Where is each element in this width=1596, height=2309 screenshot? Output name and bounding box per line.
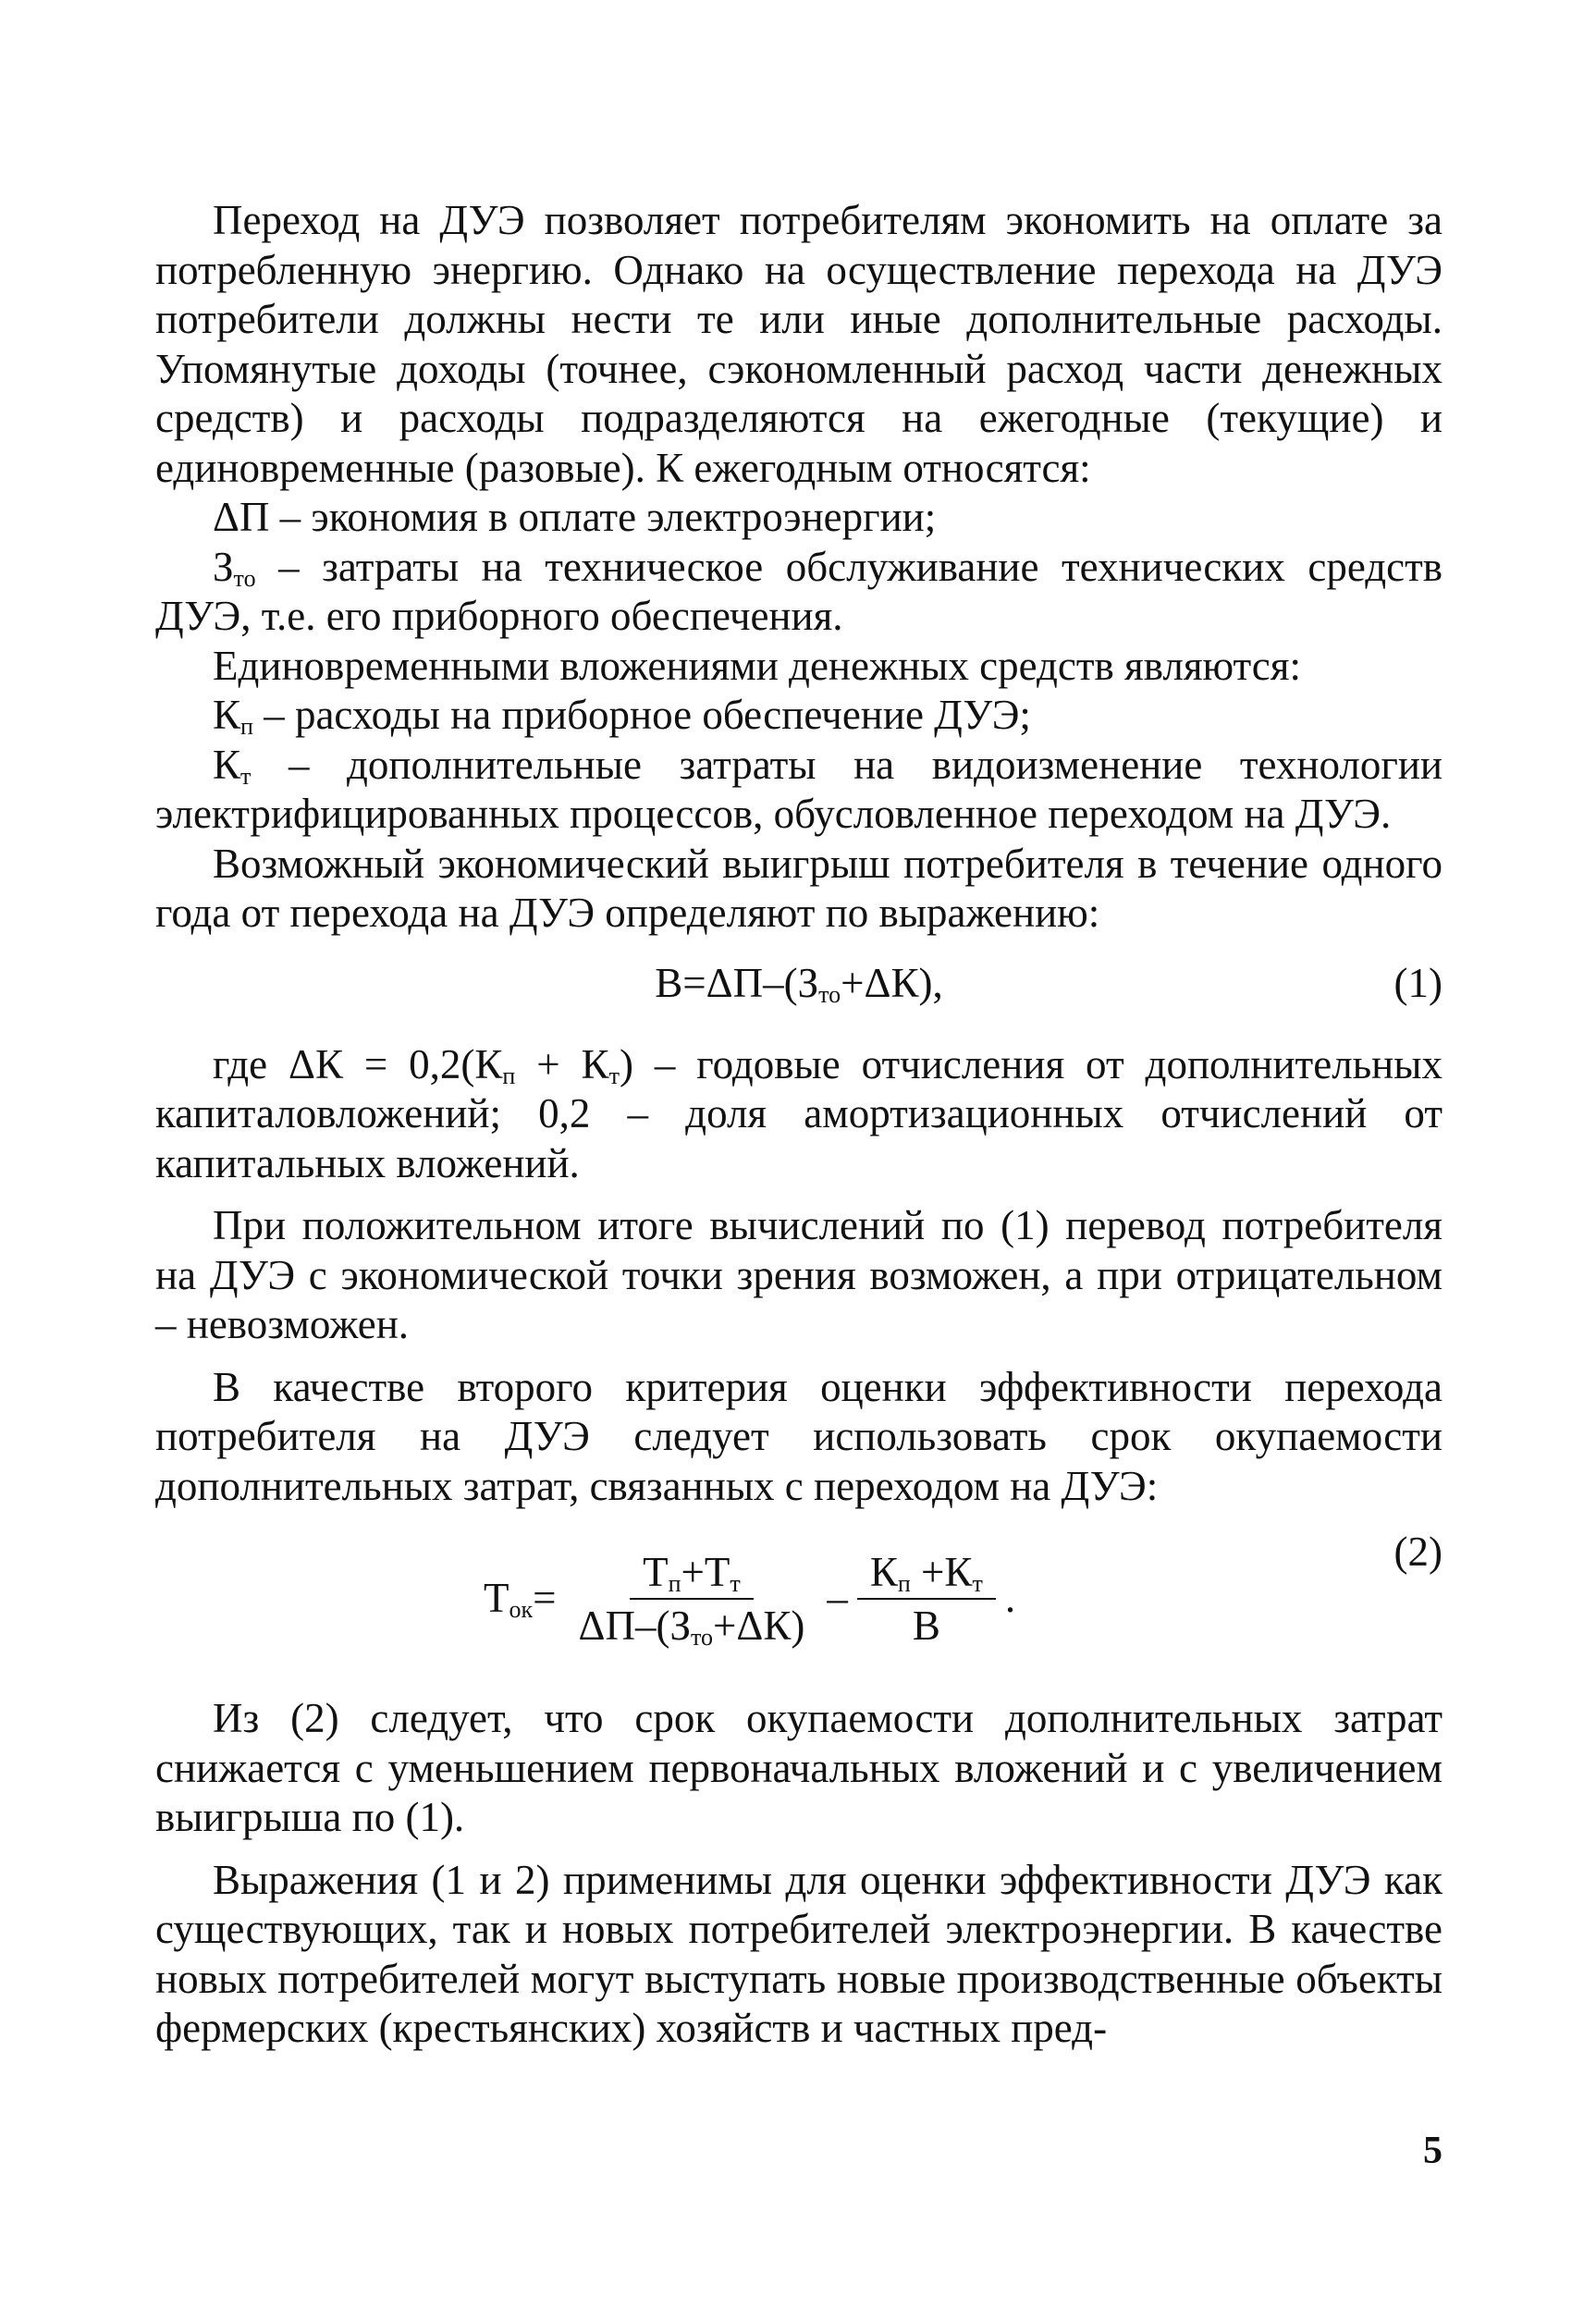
paragraph-payback-conclusion: Из (2) следует, что срок окупаемости дополнительных затрат снижается с уменьшением первоначальных вложений и с увеличением выигрыша по (1). (155, 1695, 1443, 1840)
fraction-2-numerator: $К_п +К_т$ (857, 1546, 996, 1600)
equation-2-formula (484, 1546, 1015, 1652)
paragraph-gain: Возможный экономический выигрыш потребителя в течение одного года от перехода на ДУЭ определяют по выражению: (155, 840, 1443, 936)
equation-1 (155, 952, 1443, 1040)
equation-2-fraction-2 (857, 1546, 996, 1652)
equation-2-fraction-1 (566, 1546, 818, 1652)
definition-k-t: $К_т$ – дополнительные затраты на видоизменение технологии электрифицированных процессов, обусловленное переходом на ДУЭ. (155, 741, 1443, 837)
paragraph-where-delta-k: где $\Delta К = 0,2(К_п + К_т)$ – годовые отчисления от дополнительных капиталовложений; 0,2 – доля амортизационных отчислений от капитальных вложений. (155, 1040, 1443, 1186)
equation-2-minus: – (827, 1575, 848, 1622)
equation-1-body: $В=\Delta П-(З_{то}+\Delta К)$, (655, 959, 943, 1008)
equation-2-number: (2) (1393, 1529, 1443, 1575)
fraction-1-numerator: $Т_п+Т_т$ (630, 1546, 754, 1600)
paragraph-second-criterion: В качестве второго критерия оценки эффективности перехода потребителя на ДУЭ следует использовать срок окупаемости дополнительных затрат, связанных с переходом на ДУЭ: (155, 1363, 1443, 1509)
page-text (155, 196, 1443, 2054)
fraction-2-denominator: В (912, 1603, 940, 1649)
equation-2-period: . (1004, 1575, 1016, 1622)
fraction-1-denominator: $\Delta П-(З_{то}+\Delta К)$ (578, 1603, 805, 1651)
equation-2 (155, 1528, 1443, 1694)
paragraph-applicability: Выражения (1 и 2) применимы для оценки эффективности ДУЭ как существующих, так и новых потребителей электроэнергии. В качестве новых потребителей могут выступать новые производственные объекты фермерских (крестьянских) хозяйств и частных пред- (155, 1856, 1443, 2051)
definition-delta-p: ΔП – экономия в оплате электроэнергии; (213, 494, 937, 540)
paragraph-one-time-intro: Единовременными вложениями денежных средств являются: (213, 642, 1301, 689)
paragraph-intro: Переход на ДУЭ позволяет потребителям экономить на оплате за потребленную энергию. Однако на осуществление перехода на ДУЭ потребители должны нести те или иные дополнительные расходы. Упомянутые доходы (точнее, сэкономленный расход части денежных средств) и расходы подразделяются на ежегодные (текущие) и единовременные (разовые). К ежегодным относятся: (155, 197, 1443, 491)
equation-2-equals: = (533, 1575, 557, 1622)
equation-1-number: (1) (1393, 959, 1443, 1006)
equation-2-lhs: $Т_{ок}$ (484, 1575, 534, 1624)
definition-k-p: $К_п$ – расходы на приборное обеспечение ДУЭ; (213, 692, 1031, 740)
definition-z-to: $З_{то}$ – затраты на техническое обслуживание технических средств ДУЭ, т.е. его приборного обеспечения. (155, 543, 1443, 639)
page-number: 5 (1423, 2130, 1443, 2172)
paragraph-positive-result: При положительном итоге вычислений по (1) перевод потребителя на ДУЭ с экономической точки зрения возможен, а при отрицательном – невозможен. (155, 1202, 1443, 1347)
